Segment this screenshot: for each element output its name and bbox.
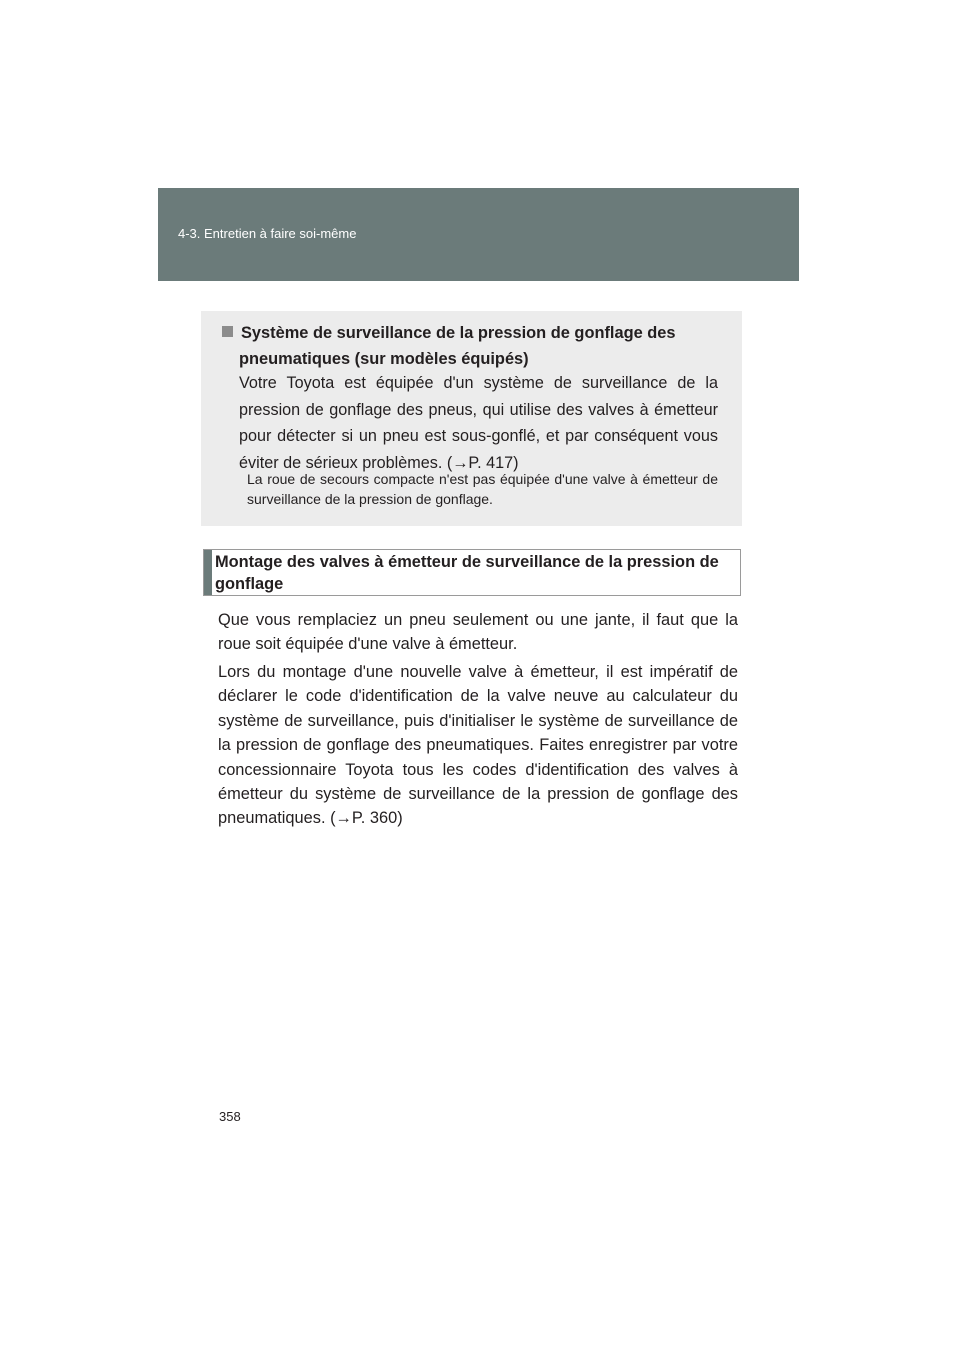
info-box-body: Votre Toyota est équipée d'un système de surveillance de la pression de gonflage des pneus, qui utilise des valves à émetteur pour détecter si un pneu est sous-gonflé, et par conséquent vous éviter de sérieux problèmes. (→P. 417) (239, 374, 718, 472)
chapter-header-band (158, 188, 799, 281)
info-box-heading-line2: pneumatiques (sur modèles équipés) (239, 350, 529, 368)
section-heading-text: Montage des valves à émetteur de surveillance de la pression de gonflage (215, 553, 719, 593)
info-box (201, 311, 742, 526)
section-heading (203, 549, 741, 596)
page-number: 358 (219, 1109, 241, 1124)
section-heading-accent-bar (204, 550, 212, 595)
chapter-title: 4-3. Entretien à faire soi-même (178, 226, 357, 241)
section-paragraph-2: Lors du montage d'une nouvelle valve à émetteur, il est impératif de déclarer le code d'identification de la valve neuve au calculateur du système de surveillance, puis d'initialiser le système de surveillance de la pression de gonflage des pneumatiques. Faites enregistrer par votre concessionnaire Toyota tous les codes d'identification des valves à émetteur du système de surveillance de la pression de gonflage des pneumatiques. (→P. 360) (218, 663, 738, 828)
info-box-heading (222, 320, 719, 372)
info-box-heading-line1: Système de surveillance de la pression de gonflage des (241, 324, 676, 342)
info-box-note: La roue de secours compacte n'est pas équipée d'une valve à émetteur de surveillance de la pression de gonflage. (247, 471, 718, 507)
square-bullet-icon (222, 326, 233, 337)
section-paragraph-1: Que vous remplaciez un pneu seulement ou une jante, il faut que la roue soit équipée d'une valve à émetteur. (218, 611, 738, 654)
